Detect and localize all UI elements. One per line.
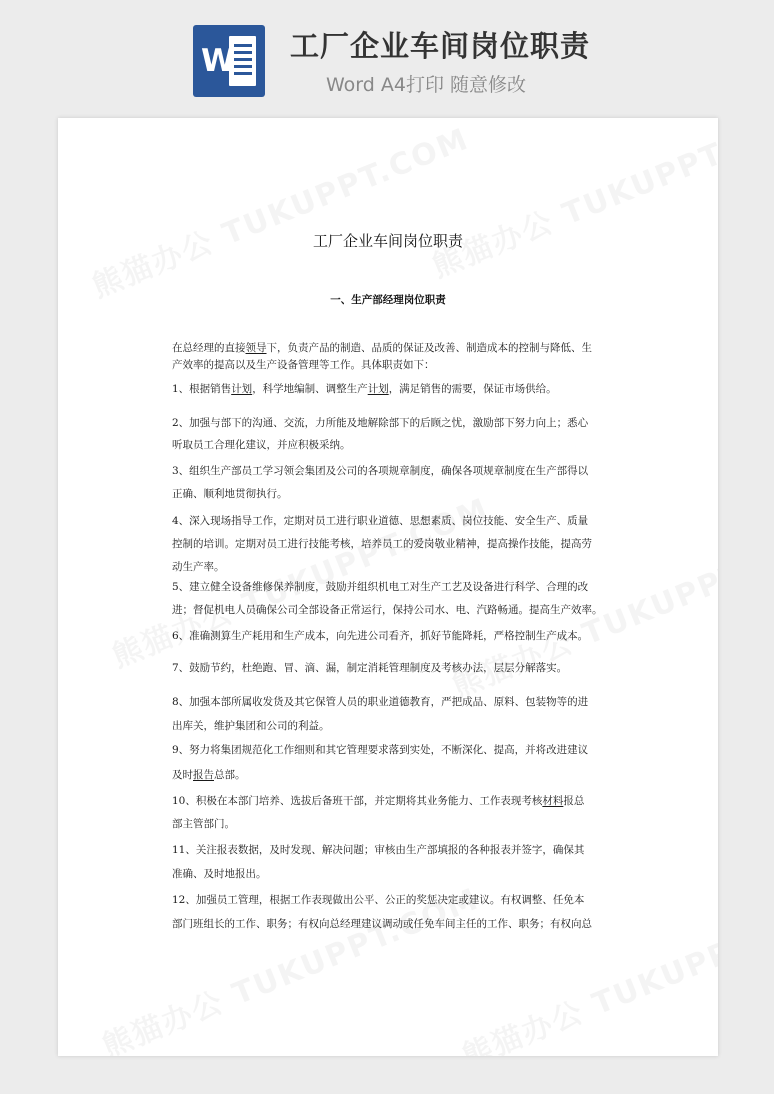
document-title: 工厂企业车间岗位职责: [312, 232, 463, 250]
duty-item-4: 4、深入现场指导工作，定期对员工进行职业道德、思想素质、岗位技能、安全生产、质量 控制的培训。定期对员工进行技能考核，培养员工的爱岗敬业精神，提高操作技能，提高劳 动生产率。: [172, 515, 592, 573]
duty-item-8: 8、加强本部所属收发货及其它保管人员的职业道德教育，严把成品、原料、包装物等的进 出库关，维护集团和公司的利益。: [172, 696, 589, 732]
banner-title: 工厂企业车间岗位职责: [290, 29, 591, 63]
link-report[interactable]: 报告: [193, 769, 214, 781]
link-plan[interactable]: 计划: [231, 383, 253, 395]
section-heading: 一、生产部经理岗位职责: [330, 294, 446, 306]
duty-item-11: 11、关注报表数据，及时发现、解决问题；审核由生产部填报的各种报表并签字，确保其 准确、及时地报出。: [172, 844, 585, 880]
duty-item-7: 7、鼓励节约，杜绝跑、冒、滴、漏，制定消耗管理制度及考核办法，层层分解落实。: [172, 662, 568, 674]
link-plan[interactable]: 计划: [367, 383, 389, 395]
duty-item-9: 9、努力将集团规范化工作细则和其它管理要求落到实处，不断深化、提高，并将改进建议 及时报告总部。: [172, 744, 589, 781]
word-document-icon: [193, 25, 265, 97]
link-materials[interactable]: 材料: [542, 795, 564, 807]
word-logo-letter: W: [201, 43, 236, 79]
duty-item-10: 10、积极在本部门培养、选拔后备班干部，并定期将其业务能力、工作表现考核材料报总 部主管部门。: [172, 795, 585, 830]
link-leadership[interactable]: 领导: [245, 342, 267, 354]
duty-item-6: 6、准确测算生产耗用和生产成本，向先进公司看齐，抓好节能降耗，严格控制生产成本。: [172, 630, 589, 642]
duty-item-2: 2、加强与部下的沟通、交流，力所能及地解除部下的后顾之忧，激励部下努力向上；悉心 听取员工合理化建议，并应积极采纳。: [172, 417, 589, 451]
watermark-text: [84, 118, 474, 306]
intro-paragraph: 在总经理的直接领导下，负责产品的制造、品质的保证及改善、制造成本的控制与降低、生 产效率的提高以及生产设备管理等工作。具体职责如下：: [172, 342, 592, 371]
duty-item-5: 5、建立健全设备维修保养制度，鼓励并组织机电工对生产工艺及设备进行科学、合理的改 进；督促机电人员确保公司全部设备正常运行，保持公司水、电、汽路畅通。提高生产效率。: [172, 581, 603, 616]
document-banner: [0, 0, 774, 118]
duty-item-1: 1、根据销售计划，科学地编制、调整生产计划，满足销售的需要，保证市场供给。: [172, 383, 557, 395]
duty-item-3: 3、组织生产部员工学习领会集团及公司的各项规章制度，确保各项规章制度在生产部得以 正确、顺利地贯彻执行。: [172, 465, 589, 500]
document-page: [58, 118, 718, 1056]
duty-item-12: 12、加强员工管理，根据工作表现做出公平、公正的奖惩决定或建议。有权调整、任免本 部门班组长的工作、职务；有权向总经理建议调动或任免车间主任的工作、职务；有权向总: [172, 894, 592, 930]
banner-subtitle: Word A4打印 随意修改: [326, 74, 527, 96]
